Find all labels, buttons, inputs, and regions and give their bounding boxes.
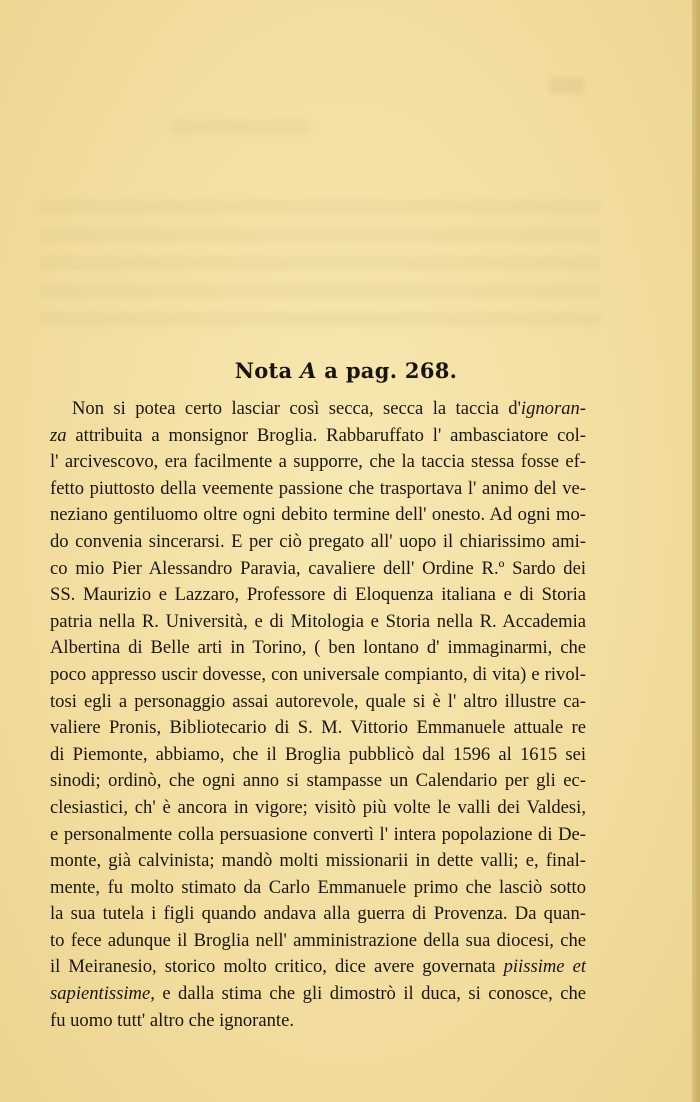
heading-letter: A: [300, 358, 317, 383]
show-through-line: [40, 256, 600, 270]
text-line: [50, 715, 586, 742]
text-line: [50, 954, 586, 981]
text-segment: Non si potea certo lasciar così secca, secca la taccia d': [72, 398, 521, 419]
show-through-line: [40, 228, 600, 242]
text-segment: valiere Pronis, Bibliotecario di S. M. Vittorio Emmanuele attuale re: [50, 717, 586, 739]
show-through-line: [40, 284, 600, 298]
italic-text: sapientissime,: [50, 983, 155, 1005]
text-line: [50, 529, 586, 556]
text-line: [50, 396, 586, 423]
text-segment: monte, già calvinista; mandò molti missionarii in dette valli; e, final-: [50, 850, 586, 872]
text-line: [50, 875, 586, 902]
text-line: [50, 449, 586, 476]
text-segment: do convenia sincerarsi. E per ciò pregato all' uopo il chiarissimo ami-: [50, 530, 586, 552]
text-segment: Albertina di Belle arti in Torino, ( ben lontano d' immaginarmi, che: [50, 637, 586, 659]
text-segment: attribuita a monsignor Broglia. Rabbaruffato l' ambasciatore col-: [66, 424, 586, 446]
text-line: [50, 901, 586, 928]
text-line: [50, 848, 586, 875]
text-line: [50, 609, 586, 636]
note-paragraph: [50, 396, 586, 1034]
italic-text: za: [50, 424, 67, 446]
text-segment: poco appresso uscir dovesse, con universale compianto, di vita) e rivol-: [50, 663, 586, 685]
text-segment: clesiastici, ch' è ancora in vigore; visitò più volte le valli dei Valdesi,: [50, 796, 586, 818]
text-line: [50, 1008, 586, 1035]
text-segment: la sua tutela i figli quando andava alla guerra di Provenza. Da quan-: [50, 903, 586, 925]
italic-text: piissime et: [503, 956, 586, 978]
heading-suffix: a pag. 268.: [324, 358, 458, 383]
text-segment: neziano gentiluomo oltre ogni debito termine dell' onesto. Ad ogni mo-: [50, 504, 586, 526]
text-line: [50, 582, 586, 609]
heading-prefix: Nota: [234, 358, 293, 383]
text-line: [50, 795, 586, 822]
show-through-page-number: [550, 78, 584, 94]
text-segment: mente, fu molto stimato da Carlo Emmanuele primo che lasciò sotto: [50, 876, 586, 898]
show-through-line: [40, 312, 600, 326]
text-segment: e dalla stima che gli dimostrò il duca, si conosce, che: [154, 983, 586, 1005]
text-segment: di Piemonte, abbiamo, che il Broglia pubblicò dal 1596 al 1615 sei: [50, 743, 586, 765]
text-segment: tosi egli a personaggio assai autorevole, quale si è l' altro illustre ca-: [50, 690, 586, 712]
text-line: [50, 635, 586, 662]
text-segment: to fece adunque il Broglia nell' amministrazione della sua diocesi, che: [50, 929, 586, 951]
text-line: [50, 768, 586, 795]
text-line: [50, 822, 586, 849]
page-edge: [692, 0, 700, 1102]
text-line: [50, 476, 586, 503]
text-segment: SS. Maurizio e Lazzaro, Professore di Eloquenza italiana e di Storia: [50, 584, 586, 606]
text-line: [50, 423, 586, 450]
text-line: [50, 502, 586, 529]
text-line: [50, 689, 586, 716]
text-line: [50, 662, 586, 689]
text-segment: fetto piuttosto della veemente passione che trasportava l' animo del ve-: [50, 477, 586, 499]
text-line: [50, 742, 586, 769]
show-through-line: [40, 200, 600, 214]
note-heading: [0, 358, 692, 383]
text-line: [50, 981, 586, 1008]
text-segment: e personalmente colla persuasione convertì l' intera popolazione di De-: [50, 823, 586, 845]
italic-text: ignoran-: [520, 398, 586, 419]
text-segment: patria nella R. Università, e di Mitologia e Storia nella R. Accademia: [50, 610, 586, 632]
show-through-line: [170, 120, 310, 134]
text-segment: fu uomo tutt' altro che ignorante.: [50, 1009, 294, 1031]
text-segment: il Meiranesio, storico molto critico, dice avere governata: [50, 956, 504, 978]
text-line: [50, 556, 586, 583]
text-segment: l' arcivescovo, era facilmente a supporre, che la taccia stessa fosse ef-: [50, 451, 586, 473]
text-line: [50, 928, 586, 955]
text-segment: sinodi; ordinò, che ogni anno si stampasse un Calendario per gli ec-: [50, 770, 586, 792]
text-segment: co mio Pier Alessandro Paravia, cavaliere dell' Ordine R.º Sardo dei: [50, 557, 586, 579]
